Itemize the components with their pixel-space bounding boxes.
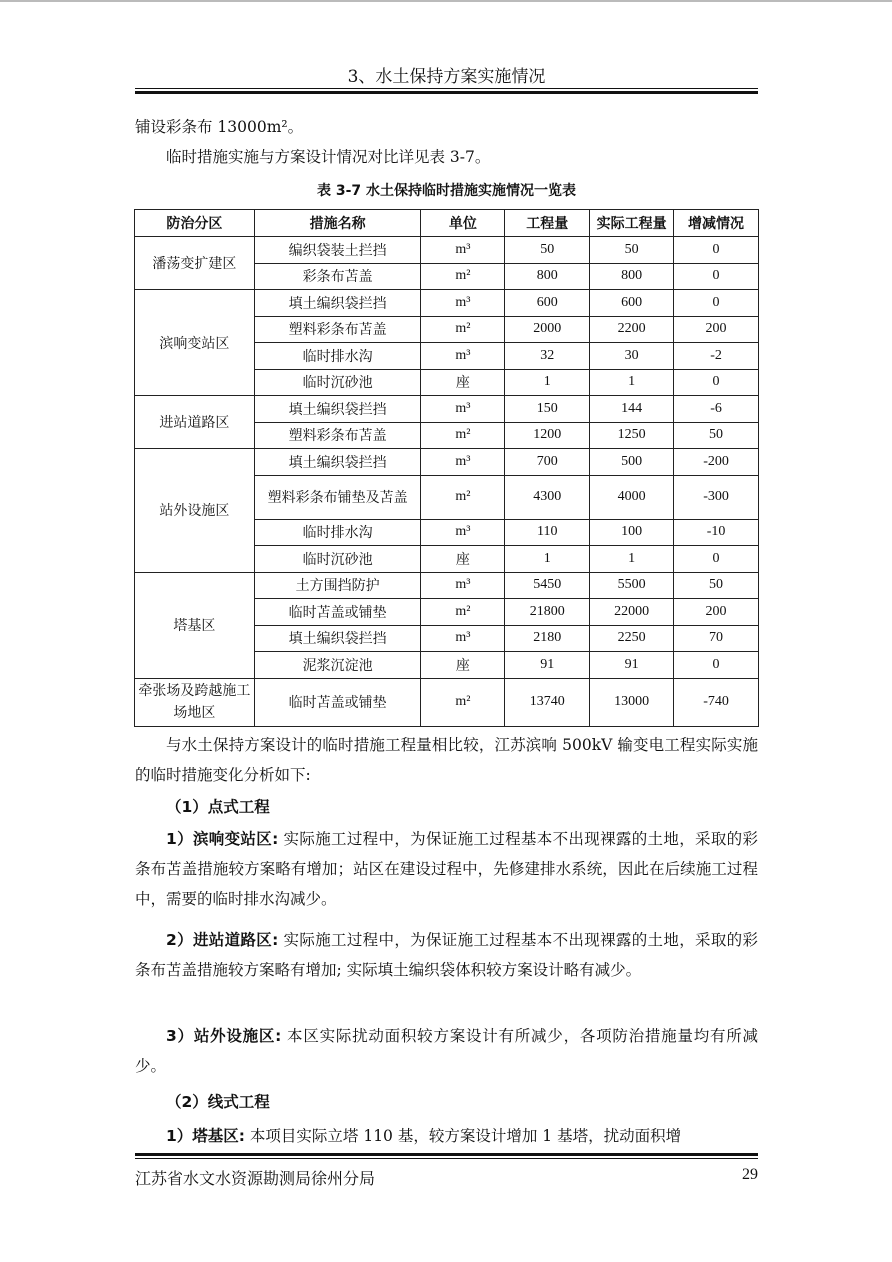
change-cell: 0 — [674, 369, 759, 396]
measure-cell: 填土编织袋拦挡 — [254, 449, 421, 476]
table-row — [135, 449, 759, 476]
change-cell: -740 — [674, 678, 759, 726]
temporary-measures-table — [134, 209, 759, 727]
measure-cell: 临时排水沟 — [254, 343, 421, 370]
actual-qty-cell: 5500 — [590, 572, 674, 599]
table-row — [135, 237, 759, 264]
item-substation-paragraph — [135, 824, 758, 914]
unit-cell: m³ — [421, 625, 505, 652]
measure-cell: 填土编织袋拦挡 — [254, 290, 421, 317]
measure-cell: 土方围挡防护 — [254, 572, 421, 599]
unit-cell: m³ — [421, 237, 505, 264]
item-text: 实际施工过程中，为保证施工过程基本不出现裸露的土地，采取的彩条布苫盖措施较方案略有增加; 实际填土编织袋体积较方案设计略有减少。 — [135, 931, 759, 979]
change-cell: -200 — [674, 449, 759, 476]
actual-qty-cell: 100 — [590, 519, 674, 546]
unit-cell: m³ — [421, 396, 505, 423]
actual-qty-cell: 500 — [590, 449, 674, 476]
item-label: 3）站外设施区: — [166, 1027, 282, 1045]
measure-cell: 塑料彩条布苫盖 — [254, 422, 421, 449]
table-caption: 表 3-7 水土保持临时措施实施情况一览表 — [316, 183, 577, 199]
planned-qty-cell: 21800 — [505, 599, 590, 626]
item-text: 本区实际扰动面积较方案设计有所减少，各项防治措施量均有所减少。 — [135, 1027, 759, 1075]
measure-cell: 泥浆沉淀池 — [254, 652, 421, 679]
change-cell: 200 — [674, 599, 759, 626]
measure-cell: 临时苫盖或铺垫 — [254, 599, 421, 626]
planned-qty-cell: 91 — [505, 652, 590, 679]
actual-qty-cell: 800 — [590, 263, 674, 290]
col-header: 单位 — [421, 210, 505, 237]
table-row — [135, 572, 759, 599]
measure-cell: 临时沉砂池 — [254, 369, 421, 396]
change-cell: 0 — [674, 263, 759, 290]
item-text: 本项目实际立塔 110 基，较方案设计增加 1 基塔，扰动面积增 — [244, 1127, 682, 1145]
zone-cell: 站外设施区 — [135, 449, 255, 573]
page-number: 29 — [742, 1166, 758, 1183]
change-cell: -300 — [674, 475, 759, 519]
change-cell: 0 — [674, 290, 759, 317]
item-offsite-paragraph — [135, 1021, 758, 1081]
col-header: 防治分区 — [135, 210, 255, 237]
item-text: 实际施工过程中，为保证施工过程基本不出现裸露的土地，采取的彩条布苫盖措施较方案略有增加；站区在建设过程中，先修建排水系统，因此在后续施工过程中，需要的临时排水沟减少。 — [135, 830, 759, 908]
header-rule-thick — [135, 91, 758, 94]
zone-cell: 牵张场及跨越施工场地区 — [135, 678, 255, 726]
zone-cell: 进站道路区 — [135, 396, 255, 449]
intro-line-1: 铺设彩条布 13000m²。 — [135, 118, 304, 136]
unit-cell: 座 — [421, 652, 505, 679]
item-tower-paragraph — [135, 1121, 758, 1151]
section-point-works-title: （1）点式工程 — [166, 798, 270, 816]
planned-qty-cell: 1 — [505, 369, 590, 396]
change-cell: 50 — [674, 422, 759, 449]
unit-cell: m² — [421, 263, 505, 290]
page-top-edge — [0, 0, 892, 2]
change-cell: 200 — [674, 316, 759, 343]
page-header-title: 3、水土保持方案实施情况 — [347, 67, 546, 87]
intro-line-2: 临时措施实施与方案设计情况对比详见表 3-7。 — [166, 148, 491, 166]
footer-rule-thin — [135, 1158, 758, 1159]
actual-qty-cell: 4000 — [590, 475, 674, 519]
unit-cell: m² — [421, 599, 505, 626]
unit-cell: m³ — [421, 290, 505, 317]
unit-cell: m³ — [421, 572, 505, 599]
measure-cell: 临时排水沟 — [254, 519, 421, 546]
actual-qty-cell: 2200 — [590, 316, 674, 343]
change-cell: -2 — [674, 343, 759, 370]
measure-cell: 彩条布苫盖 — [254, 263, 421, 290]
planned-qty-cell: 1 — [505, 546, 590, 573]
item-access-road-paragraph — [135, 925, 758, 985]
actual-qty-cell: 600 — [590, 290, 674, 317]
change-cell: 0 — [674, 237, 759, 264]
change-cell: 0 — [674, 546, 759, 573]
change-cell: -6 — [674, 396, 759, 423]
actual-qty-cell: 50 — [590, 237, 674, 264]
zone-cell: 潘荡变扩建区 — [135, 237, 255, 290]
planned-qty-cell: 150 — [505, 396, 590, 423]
actual-qty-cell: 144 — [590, 396, 674, 423]
item-label: 1）滨响变站区: — [166, 830, 279, 848]
measure-cell: 塑料彩条布铺垫及苫盖 — [254, 475, 421, 519]
planned-qty-cell: 2000 — [505, 316, 590, 343]
table-row — [135, 290, 759, 317]
section-line-works-title: （2）线式工程 — [166, 1093, 270, 1111]
unit-cell: m² — [421, 422, 505, 449]
zone-cell: 滨响变站区 — [135, 290, 255, 396]
measure-cell: 临时沉砂池 — [254, 546, 421, 573]
item-label: 2）进站道路区: — [166, 931, 279, 949]
planned-qty-cell: 110 — [505, 519, 590, 546]
unit-cell: m³ — [421, 519, 505, 546]
change-cell: 50 — [674, 572, 759, 599]
col-header: 措施名称 — [254, 210, 421, 237]
measure-cell: 编织袋装土拦挡 — [254, 237, 421, 264]
unit-cell: 座 — [421, 546, 505, 573]
analysis-intro: 与水土保持方案设计的临时措施工程量相比较，江苏滨响 500kV 输变电工程实际实施的临时措施变化分析如下: — [135, 736, 758, 784]
planned-qty-cell: 2180 — [505, 625, 590, 652]
zone-cell: 塔基区 — [135, 572, 255, 678]
change-cell: 70 — [674, 625, 759, 652]
footer-organization: 江苏省水文水资源勘测局徐州分局 — [135, 1169, 376, 1188]
unit-cell: m³ — [421, 449, 505, 476]
measure-cell: 填土编织袋拦挡 — [254, 625, 421, 652]
item-label: 1）塔基区: — [166, 1127, 245, 1145]
planned-qty-cell: 5450 — [505, 572, 590, 599]
table-body — [135, 237, 759, 727]
col-header: 实际工程量 — [590, 210, 674, 237]
table-header-row — [135, 210, 759, 237]
col-header: 增减情况 — [674, 210, 759, 237]
planned-qty-cell: 13740 — [505, 678, 590, 726]
actual-qty-cell: 2250 — [590, 625, 674, 652]
change-cell: 0 — [674, 652, 759, 679]
actual-qty-cell: 22000 — [590, 599, 674, 626]
unit-cell: m² — [421, 475, 505, 519]
actual-qty-cell: 1250 — [590, 422, 674, 449]
planned-qty-cell: 50 — [505, 237, 590, 264]
planned-qty-cell: 1200 — [505, 422, 590, 449]
planned-qty-cell: 600 — [505, 290, 590, 317]
actual-qty-cell: 1 — [590, 369, 674, 396]
actual-qty-cell: 1 — [590, 546, 674, 573]
change-cell: -10 — [674, 519, 759, 546]
header-rule-thin — [135, 88, 758, 89]
unit-cell: 座 — [421, 369, 505, 396]
measure-cell: 塑料彩条布苫盖 — [254, 316, 421, 343]
footer-rule-thick — [135, 1153, 758, 1156]
measure-cell: 临时苫盖或铺垫 — [254, 678, 421, 726]
table-row — [135, 396, 759, 423]
planned-qty-cell: 700 — [505, 449, 590, 476]
table-row — [135, 678, 759, 726]
actual-qty-cell: 30 — [590, 343, 674, 370]
planned-qty-cell: 32 — [505, 343, 590, 370]
unit-cell: m³ — [421, 343, 505, 370]
actual-qty-cell: 91 — [590, 652, 674, 679]
col-header: 工程量 — [505, 210, 590, 237]
measure-cell: 填土编织袋拦挡 — [254, 396, 421, 423]
unit-cell: m² — [421, 678, 505, 726]
planned-qty-cell: 4300 — [505, 475, 590, 519]
unit-cell: m² — [421, 316, 505, 343]
planned-qty-cell: 800 — [505, 263, 590, 290]
actual-qty-cell: 13000 — [590, 678, 674, 726]
